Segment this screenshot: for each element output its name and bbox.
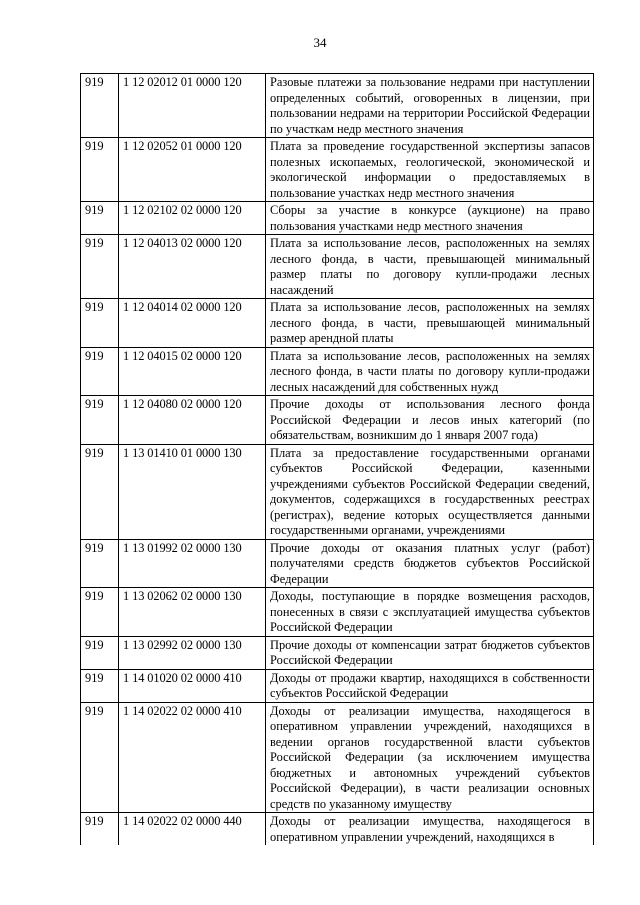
revenue-codes-table: [80, 73, 594, 845]
revenue-name-cell: Сборы за участие в конкурсе (аукционе) на право пользования участками недр местного значения: [266, 202, 594, 235]
revenue-name-cell: Доходы, поступающие в порядке возмещения расходов, понесенных в связи с эксплуатацией имущества субъектов Российской Федерации: [266, 588, 594, 637]
admin-code-cell: 919: [81, 588, 119, 637]
revenue-name-cell: Плата за использование лесов, расположенных на землях лесного фонда, в части, превышающей минимальный размер платы по договору купли-продажи лесных насаждений: [266, 235, 594, 299]
budget-code-cell: 1 12 04080 02 0000 120: [119, 396, 266, 445]
revenue-name-cell: Плата за предоставление государственными органами субъектов Российской Федерации, казенными учреждениями субъектов Российской Федерации сведений, документов, содержащихся в государственных реестрах (регистрах), ведение которых осуществляется данными государственными органами, учреждениями: [266, 444, 594, 539]
budget-code-cell: 1 12 02052 01 0000 120: [119, 138, 266, 202]
budget-code-cell: 1 13 02062 02 0000 130: [119, 588, 266, 637]
budget-code-cell: 1 12 04015 02 0000 120: [119, 347, 266, 396]
admin-code-cell: 919: [81, 539, 119, 588]
page-number: 34: [313, 35, 327, 50]
table-row: [81, 235, 594, 299]
table-row: [81, 539, 594, 588]
admin-code-cell: 919: [81, 396, 119, 445]
table-row: [81, 669, 594, 702]
revenue-name-cell: Прочие доходы от оказания платных услуг (работ) получателями средств бюджетов субъектов Российской Федерации: [266, 539, 594, 588]
table-row: [81, 74, 594, 138]
admin-code-cell: 919: [81, 669, 119, 702]
budget-code-cell: 1 13 01992 02 0000 130: [119, 539, 266, 588]
table-row: [81, 636, 594, 669]
admin-code-cell: 919: [81, 299, 119, 348]
budget-code-cell: 1 13 01410 01 0000 130: [119, 444, 266, 539]
table-row: [81, 444, 594, 539]
budget-code-cell: 1 12 04014 02 0000 120: [119, 299, 266, 348]
admin-code-cell: 919: [81, 813, 119, 846]
revenue-name-cell: Доходы от реализации имущества, находящегося в оперативном управлении учреждений, находящихся в ведении органов государственной власти субъектов Российской Федерации (за исключением имущества бюджетных и автономных учреждений субъектов Российской Федерации), в части реализации основных средств по указанному имуществу: [266, 702, 594, 813]
table-row: [81, 202, 594, 235]
admin-code-cell: 919: [81, 702, 119, 813]
budget-code-cell: 1 14 01020 02 0000 410: [119, 669, 266, 702]
revenue-name-cell: Плата за проведение государственной экспертизы запасов полезных ископаемых, геологической, экономической и экологической информации о предоставляемых в пользование участках недр местного значения: [266, 138, 594, 202]
table-row: [81, 588, 594, 637]
revenue-name-cell: Плата за использование лесов, расположенных на землях лесного фонда, в части, превышающей минимальный размер арендной платы: [266, 299, 594, 348]
revenue-name-cell: Прочие доходы от компенсации затрат бюджетов субъектов Российской Федерации: [266, 636, 594, 669]
admin-code-cell: 919: [81, 74, 119, 138]
table-row: [81, 813, 594, 846]
revenue-name-cell: Прочие доходы от использования лесного фонда Российской Федерации и лесов иных категорий (по обязательствам, возникшим до 1 января 2007 года): [266, 396, 594, 445]
table-row: [81, 138, 594, 202]
revenue-name-cell: Разовые платежи за пользование недрами при наступлении определенных событий, оговоренных в лицензии, при пользовании недрами на территории Российской Федерации по участкам недр местного значения: [266, 74, 594, 138]
admin-code-cell: 919: [81, 202, 119, 235]
table-row: [81, 347, 594, 396]
admin-code-cell: 919: [81, 138, 119, 202]
budget-code-cell: 1 14 02022 02 0000 440: [119, 813, 266, 846]
table-row: [81, 396, 594, 445]
table-row: [81, 299, 594, 348]
table-row: [81, 702, 594, 813]
admin-code-cell: 919: [81, 636, 119, 669]
budget-code-cell: 1 14 02022 02 0000 410: [119, 702, 266, 813]
budget-code-cell: 1 12 02102 02 0000 120: [119, 202, 266, 235]
admin-code-cell: 919: [81, 347, 119, 396]
budget-code-cell: 1 13 02992 02 0000 130: [119, 636, 266, 669]
budget-code-cell: 1 12 02012 01 0000 120: [119, 74, 266, 138]
revenue-name-cell: Доходы от продажи квартир, находящихся в собственности субъектов Российской Федерации: [266, 669, 594, 702]
admin-code-cell: 919: [81, 444, 119, 539]
budget-code-cell: 1 12 04013 02 0000 120: [119, 235, 266, 299]
revenue-name-cell: Доходы от реализации имущества, находящегося в оперативном управлении учреждений, находящихся в: [266, 813, 594, 846]
admin-code-cell: 919: [81, 235, 119, 299]
revenue-name-cell: Плата за использование лесов, расположенных на землях лесного фонда, в части платы по договору купли-продажи лесных насаждений для собственных нужд: [266, 347, 594, 396]
